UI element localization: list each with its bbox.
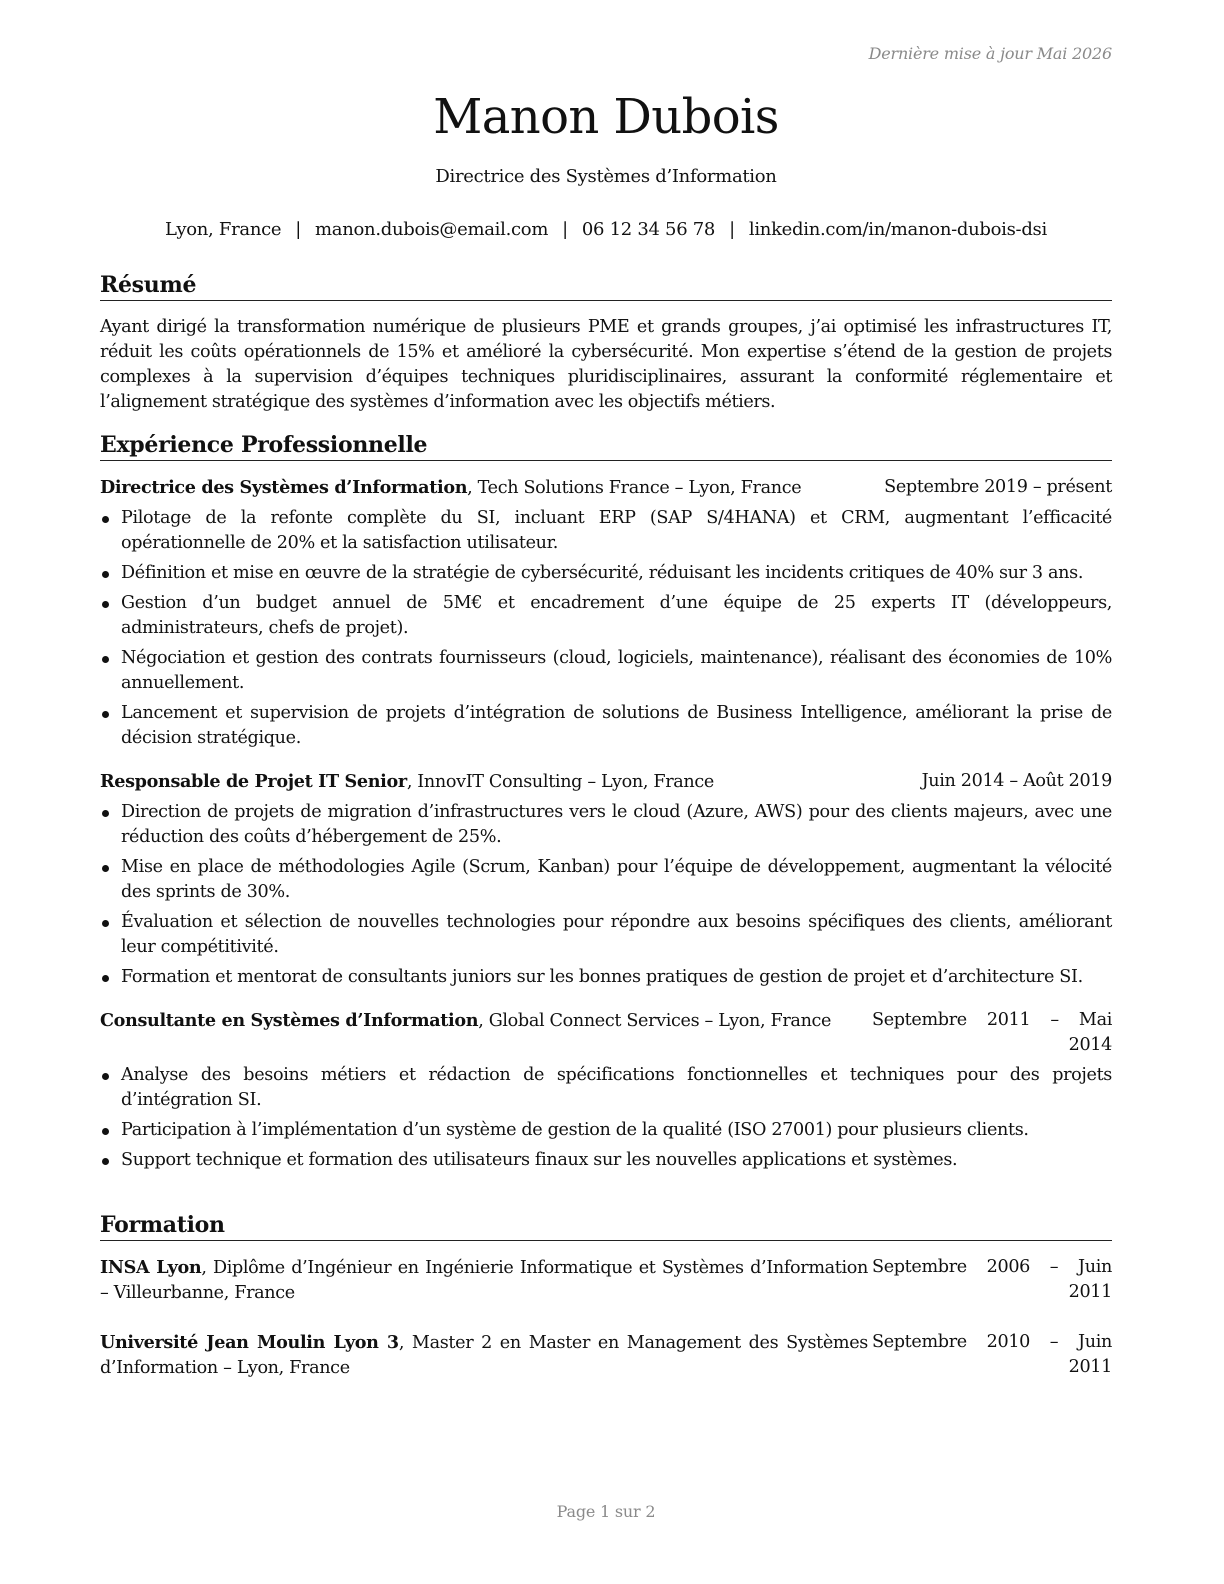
candidate-headline: Directrice des Systèmes d’Information: [435, 166, 777, 187]
job-dates: Juin 2014 – Août 2019: [921, 771, 1112, 791]
bullet-dot-icon: [102, 1128, 109, 1135]
contact-separator: |: [295, 219, 302, 240]
bullet-dot-icon: [102, 711, 109, 718]
job-dates: Septembre 2011 – Mai 2014: [872, 1010, 1112, 1055]
education-dates: Septembre 2010 – Juin 2011: [872, 1332, 1112, 1377]
job-role: Consultante en Systèmes d’Information: [100, 1010, 479, 1031]
bullet-text: Support technique et formation des utilisateurs finaux sur les nouvelles applications et systèmes.: [121, 1150, 958, 1170]
bullet-text: Négociation et gestion des contrats fournisseurs (cloud, logiciels, maintenance), réalisant des économies de 10% annuellement.: [121, 648, 1112, 693]
bullet-item: [100, 1148, 1112, 1173]
education-line: [100, 1330, 872, 1381]
experience-title: Expérience Professionnelle: [100, 431, 1112, 461]
bullet-text: Mise en place de méthodologies Agile (Scrum, Kanban) pour l’équipe de développement, augmentant la vélocité des sprints de 30%.: [121, 857, 1112, 902]
education-detail: , Diplôme d’Ingénieur en Ingénierie Informatique et Systèmes d’Information – Villeurbanne, France: [100, 1258, 869, 1303]
bullet-dot-icon: [102, 810, 109, 817]
bullet-item: [100, 1118, 1112, 1143]
education-header: [100, 1330, 1112, 1381]
bullet-dot-icon: [102, 975, 109, 982]
job-org: , InnovIT Consulting – Lyon, France: [406, 772, 714, 792]
bullet-dot-icon: [102, 920, 109, 927]
job-dates: Septembre 2019 – présent: [884, 477, 1112, 497]
contact-separator: |: [729, 219, 735, 240]
bullet-item: [100, 561, 1112, 586]
bullet-text: Participation à l’implémentation d’un système de gestion de la qualité (ISO 27001) pour plusieurs clients.: [121, 1120, 1029, 1140]
bullet-text: Analyse des besoins métiers et rédaction de spécifications fonctionnelles et techniques pour des projets d’intégration SI.: [121, 1065, 1112, 1110]
experience-section: [100, 431, 1112, 1178]
bullet-item: [100, 701, 1112, 751]
bullet-item: [100, 506, 1112, 556]
job-role: Responsable de Projet IT Senior: [100, 771, 407, 792]
bullet-dot-icon: [102, 865, 109, 872]
bullet-dot-icon: [102, 601, 109, 608]
contact-separator: |: [562, 219, 568, 240]
contact-line: [100, 219, 1112, 240]
bullet-dot-icon: [102, 1158, 109, 1165]
education-entry: [100, 1330, 1112, 1381]
education-detail: , Master 2 en Master en Management des Systèmes d’Information – Lyon, France: [100, 1333, 868, 1378]
job-role: Directrice des Systèmes d’Information: [100, 477, 468, 498]
resume-page: [100, 0, 1112, 1584]
job-title-line: [100, 475, 884, 501]
education-section: [100, 1211, 1112, 1381]
contact-phone[interactable]: 06 12 34 56 78: [581, 219, 716, 240]
bullet-item: [100, 1063, 1112, 1113]
job-entry: [100, 769, 1112, 990]
job-org: , Global Connect Services – Lyon, France: [478, 1011, 832, 1031]
job-header: [100, 1008, 1112, 1058]
bullet-text: Pilotage de la refonte complète du SI, incluant ERP (SAP S/4HANA) et CRM, augmentant l’efficacité opérationnelle de 20% et la satisfaction utilisateur.: [121, 508, 1112, 553]
job-bullets: [100, 506, 1112, 751]
job-header: [100, 475, 1112, 501]
job-entry: [100, 475, 1112, 751]
bullet-item: [100, 800, 1112, 850]
bullet-item: [100, 910, 1112, 960]
education-header: [100, 1255, 1112, 1306]
job-title-line: [100, 1008, 872, 1034]
education-school: INSA Lyon: [100, 1257, 202, 1278]
last-updated: Dernière mise à jour Mai 2026: [868, 44, 1112, 63]
summary-section: [100, 271, 1112, 415]
job-title-line: [100, 769, 922, 795]
education-school: Université Jean Moulin Lyon 3: [100, 1332, 399, 1353]
page-number: Page 1 sur 2: [556, 1502, 656, 1521]
job-bullets: [100, 1063, 1112, 1173]
bullet-item: [100, 855, 1112, 905]
summary-text: Ayant dirigé la transformation numérique de plusieurs PME et grands groupes, j’ai optimisé les infrastructures IT, réduit les coûts opérationnels de 15% et amélioré la cybersécurité. Mon expertise s’étend de la gestion de projets complexes à la supervision d’équipes techniques pluridisciplinaires, assurant la conformité réglementaire et l’alignement stratégique des systèmes d’information avec les objectifs métiers.: [100, 317, 1112, 412]
bullet-text: Évaluation et sélection de nouvelles technologies pour répondre aux besoins spécifiques des clients, améliorant leur compétitivité.: [121, 912, 1112, 957]
contact-location: Lyon, France: [165, 219, 282, 240]
candidate-name: Manon Dubois: [433, 89, 779, 145]
summary-title: Résumé: [100, 271, 1112, 301]
bullet-dot-icon: [102, 1073, 109, 1080]
job-org: , Tech Solutions France – Lyon, France: [467, 478, 802, 498]
bullet-text: Gestion d’un budget annuel de 5M€ et encadrement d’une équipe de 25 experts IT (développeurs, administrateurs, chefs de projet).: [121, 593, 1112, 638]
education-entry: [100, 1255, 1112, 1306]
education-title: Formation: [100, 1211, 1112, 1241]
bullet-dot-icon: [102, 571, 109, 578]
education-line: [100, 1255, 872, 1306]
bullet-item: [100, 591, 1112, 641]
job-bullets: [100, 800, 1112, 990]
job-entry: [100, 1008, 1112, 1173]
job-header: [100, 769, 1112, 795]
bullet-dot-icon: [102, 656, 109, 663]
bullet-text: Lancement et supervision de projets d’intégration de solutions de Business Intelligence, améliorant la prise de décision stratégique.: [121, 703, 1112, 748]
education-dates: Septembre 2006 – Juin 2011: [872, 1257, 1112, 1302]
bullet-text: Définition et mise en œuvre de la stratégie de cybersécurité, réduisant les incidents critiques de 40% sur 3 ans.: [121, 563, 1084, 583]
contact-email[interactable]: manon.dubois@email.com: [315, 219, 549, 240]
contact-linkedin[interactable]: linkedin.com/in/manon-dubois-dsi: [748, 219, 1047, 240]
bullet-dot-icon: [102, 516, 109, 523]
bullet-text: Formation et mentorat de consultants juniors sur les bonnes pratiques de gestion de projet et d’architecture SI.: [121, 967, 1083, 987]
bullet-item: [100, 965, 1112, 990]
bullet-text: Direction de projets de migration d’infrastructures vers le cloud (Azure, AWS) pour des clients majeurs, avec une réduction des coûts d’hébergement de 25%.: [121, 802, 1112, 847]
bullet-item: [100, 646, 1112, 696]
